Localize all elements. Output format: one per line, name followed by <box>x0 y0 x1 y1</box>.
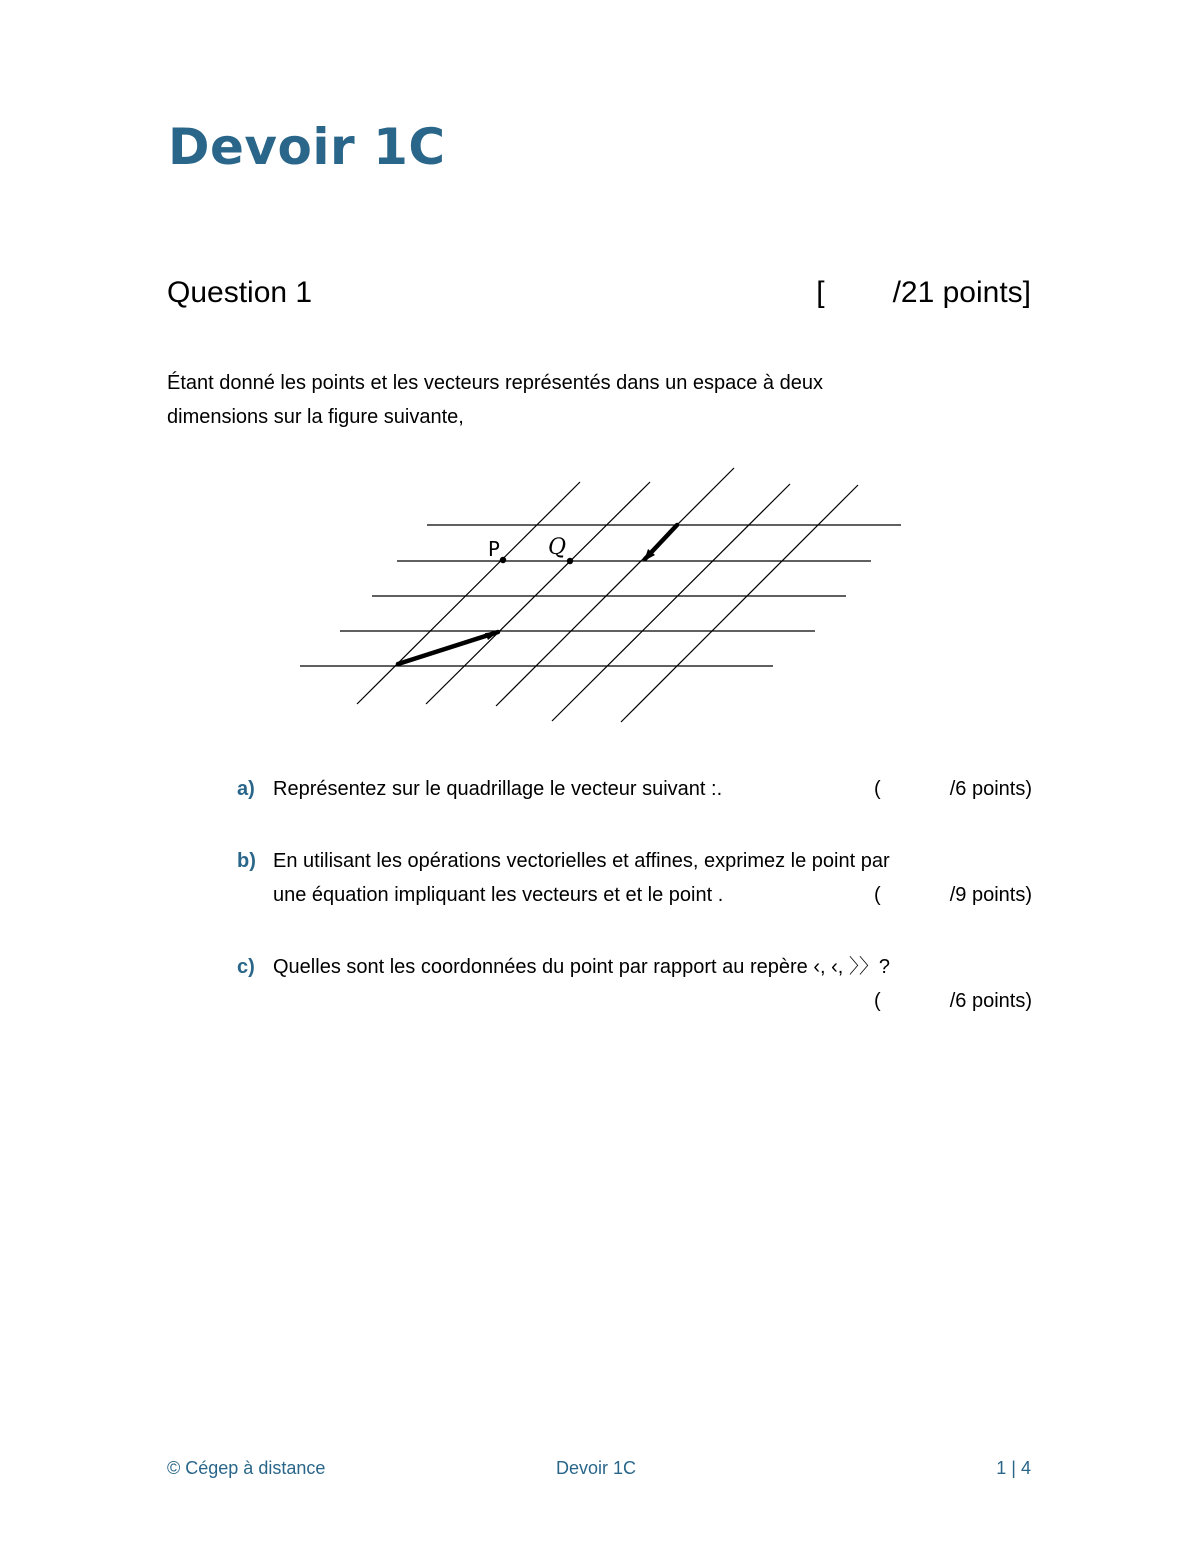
grid-line-d <box>426 482 650 704</box>
grid-diagonal-lines <box>357 468 858 722</box>
part-a <box>237 772 1032 806</box>
part-c-letter: c) <box>237 956 255 978</box>
vector-grid-figure <box>0 0 1200 760</box>
grid-line-d <box>496 468 734 706</box>
part-b-paren: ( <box>874 884 881 906</box>
part-c <box>237 950 1032 1018</box>
intro-line-1: Étant donné les points et les vecteurs représentés dans un espace à deux <box>167 372 823 394</box>
part-b-text-1: En utilisant les opérations vectorielles et affines, exprimez le point par <box>273 850 890 872</box>
grid-line-d <box>621 485 858 722</box>
point-q-dot <box>567 558 573 564</box>
point-p-dot <box>500 557 506 563</box>
part-c-text: Quelles sont les coordonnées du point par rapport au repère ‹, ‹, 〉〉? <box>273 956 891 978</box>
part-a-letter: a) <box>237 778 255 800</box>
part-b <box>237 844 1032 912</box>
question-label: Question 1 <box>167 276 313 309</box>
question-points-total: /21 points] <box>892 276 1031 309</box>
part-b-text-2: une équation impliquant les vecteurs et et le point . <box>273 884 724 906</box>
intro-line-2: dimensions sur la figure suivante, <box>167 406 464 428</box>
part-a-text: Représentez sur le quadrillage le vecteur suivant :. <box>273 778 723 800</box>
grid-line-d <box>357 482 580 704</box>
footer-document-name: Devoir 1C <box>556 1458 637 1478</box>
footer-copyright: © Cégep à distance <box>167 1458 326 1478</box>
part-c-paren: ( <box>874 990 881 1012</box>
grid-horizontal-lines <box>300 525 901 666</box>
footer-page-number: 1 | 4 <box>996 1458 1031 1478</box>
document-title: Devoir 1C <box>168 118 446 176</box>
point-p-label: P <box>488 537 501 561</box>
part-b-letter: b) <box>237 850 256 872</box>
part-c-points: /6 points) <box>949 990 1032 1012</box>
part-b-points: /9 points) <box>949 884 1032 906</box>
grid-line-d <box>552 484 790 721</box>
part-a-points: /6 points) <box>949 778 1032 800</box>
point-q-label: Q <box>548 535 567 560</box>
question-points-open: [ <box>816 276 825 309</box>
part-a-paren: ( <box>874 778 881 800</box>
page-footer <box>167 1458 1031 1479</box>
